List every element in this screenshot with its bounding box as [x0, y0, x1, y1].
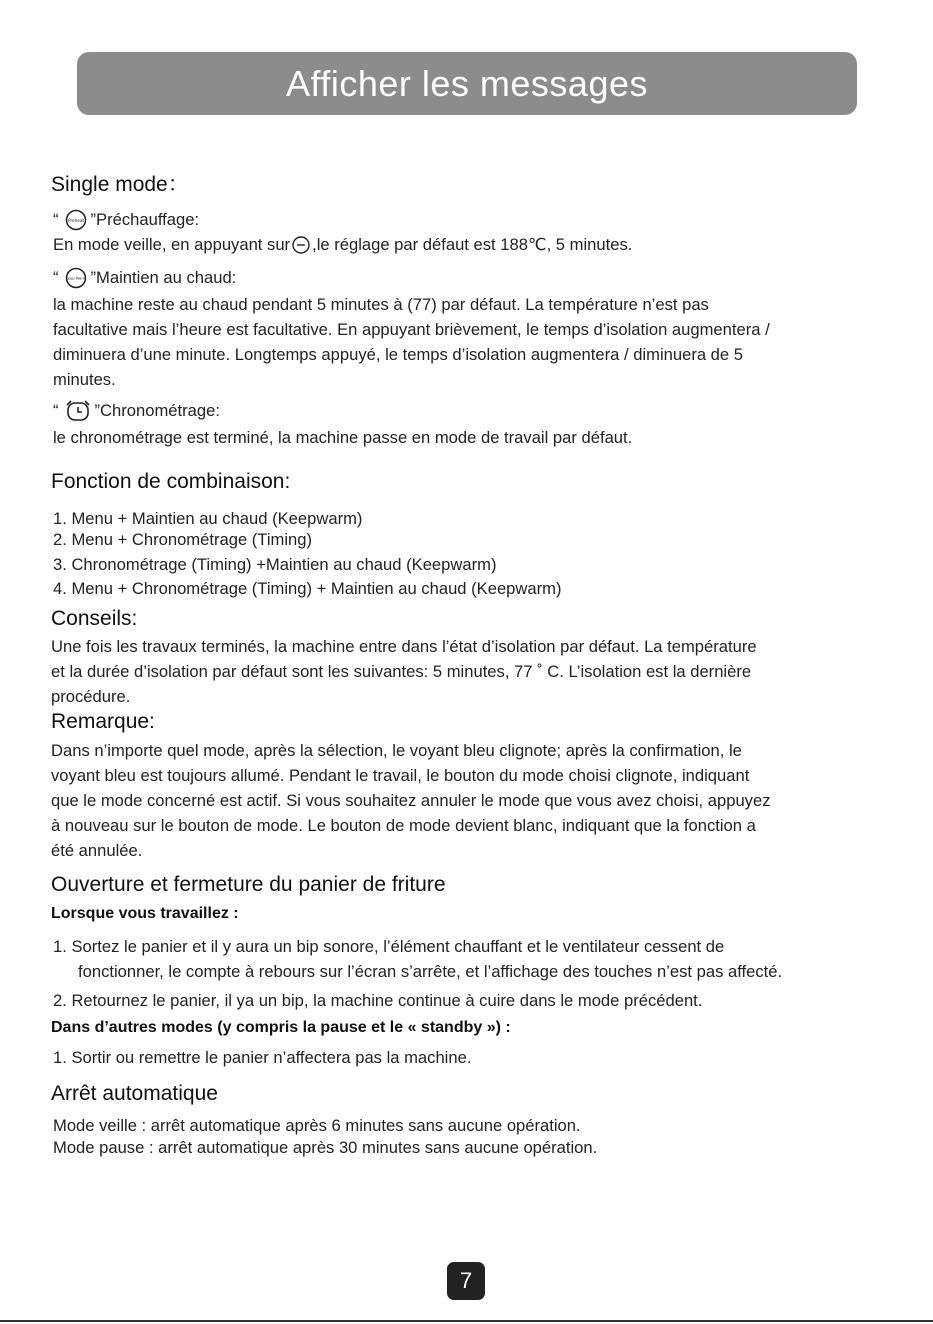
preheat-text-after: ,le réglage par défaut est 188℃, 5 minutes. [312, 235, 633, 254]
basket-working-item: 1. Sortez le panier et il y aura un bip sonore, l’élément chauffant et le ventilateur cessent de [53, 937, 725, 956]
remark-line-3: que le mode concerné est actif. Si vous souhaitez annuler le mode que vous avez choisi, appuyez [51, 791, 771, 810]
svg-text:Keep Warm: Keep Warm [65, 276, 86, 280]
keepwarm-line-4: minutes. [53, 370, 116, 389]
keepwarm-label: ”Maintien au chaud: [90, 268, 237, 287]
preheat-button-icon [65, 209, 87, 231]
remark-line-1: Dans n’importe quel mode, après la sélection, le voyant bleu clignote; après la confirmation, le [51, 741, 742, 760]
basket-heading: Ouverture et fermeture du panier de friture [51, 873, 446, 896]
minus-circle-icon [291, 235, 311, 255]
combination-item: 2. Menu + Chronométrage (Timing) [53, 530, 313, 549]
remark-heading: Remarque: [51, 710, 155, 733]
tips-line-3: procédure. [51, 687, 131, 706]
basket-working-label: Lorsque vous travaillez : [51, 905, 239, 922]
combination-item: 3. Chronométrage (Timing) +Maintien au chaud (Keepwarm) [53, 555, 497, 574]
basket-other-item: 1. Sortir ou remettre le panier n’affectera pas la machine. [53, 1048, 472, 1067]
alarm-clock-icon [65, 399, 91, 423]
remark-line-5: été annulée. [51, 841, 143, 860]
keepwarm-line-3: diminuera d’une minute. Longtemps appuyé, le temps d’isolation augmentera / diminuera de 5 [53, 345, 743, 364]
keepwarm-label-line: “ Keep Warm ”Maintien au chaud: [53, 265, 236, 290]
page-title: Afficher les messages [286, 62, 648, 104]
single-mode-heading: Single mode： [51, 173, 189, 196]
basket-working-item: 2. Retournez le panier, il ya un bip, la machine continue à cuire dans le mode précédent. [53, 991, 703, 1010]
page-number: 7 [447, 1262, 485, 1300]
auto-off-heading: Arrêt automatique [51, 1082, 218, 1105]
preheat-label-line: “ Preheat ”Préchauffage: [53, 207, 199, 232]
svg-text:Preheat: Preheat [67, 217, 84, 223]
preheat-label: ”Préchauffage: [90, 210, 200, 229]
keepwarm-line-2: facultative mais l’heure est facultative. En appuyant brièvement, le temps d’isolation augmentera / [53, 320, 770, 339]
timer-label: ”Chronométrage: [94, 401, 220, 420]
basket-working-item-cont: fonctionner, le compte à rebours sur l’écran s’arrête, et l’affichage des touches n’est pas affecté. [78, 962, 783, 981]
timer-text: le chronométrage est terminé, la machine passe en mode de travail par défaut. [53, 428, 633, 447]
footer-divider [0, 1320, 933, 1322]
tips-line-1: Une fois les travaux terminés, la machine entre dans l’état d’isolation par défaut. La température [51, 637, 757, 656]
combination-item: 4. Menu + Chronométrage (Timing) + Maintien au chaud (Keepwarm) [53, 579, 562, 598]
preheat-text: En mode veille, en appuyant sur [53, 235, 291, 254]
auto-off-line-2: Mode pause : arrêt automatique après 30 minutes sans aucune opération. [53, 1138, 598, 1157]
title-banner [77, 52, 857, 115]
keepwarm-line-1: la machine reste au chaud pendant 5 minutes à (77) par défaut. La température n’est pas [53, 295, 709, 314]
combination-item: 1. Menu + Maintien au chaud (Keepwarm) [53, 509, 363, 528]
combination-heading: Fonction de combinaison: [51, 470, 291, 493]
remark-line-4: à nouveau sur le bouton de mode. Le bouton de mode devient blanc, indiquant que la fonction a [51, 816, 756, 835]
basket-other-label: Dans d’autres modes (y compris la pause et le « standby ») : [51, 1019, 511, 1036]
remark-line-2: voyant bleu est toujours allumé. Pendant le travail, le bouton du mode choisi clignote, indiquant [51, 766, 750, 785]
preheat-text-line [53, 232, 632, 257]
tips-line-2: et la durée d’isolation par défaut sont les suivantes: 5 minutes, 77 ˚ C. L’isolation est la dernière [51, 662, 752, 681]
tips-heading: Conseils: [51, 607, 138, 630]
keep-warm-button-icon [65, 267, 87, 289]
timer-label-line: “ ”Chronométrage: [53, 398, 220, 423]
auto-off-line-1: Mode veille : arrêt automatique après 6 minutes sans aucune opération. [53, 1116, 581, 1135]
